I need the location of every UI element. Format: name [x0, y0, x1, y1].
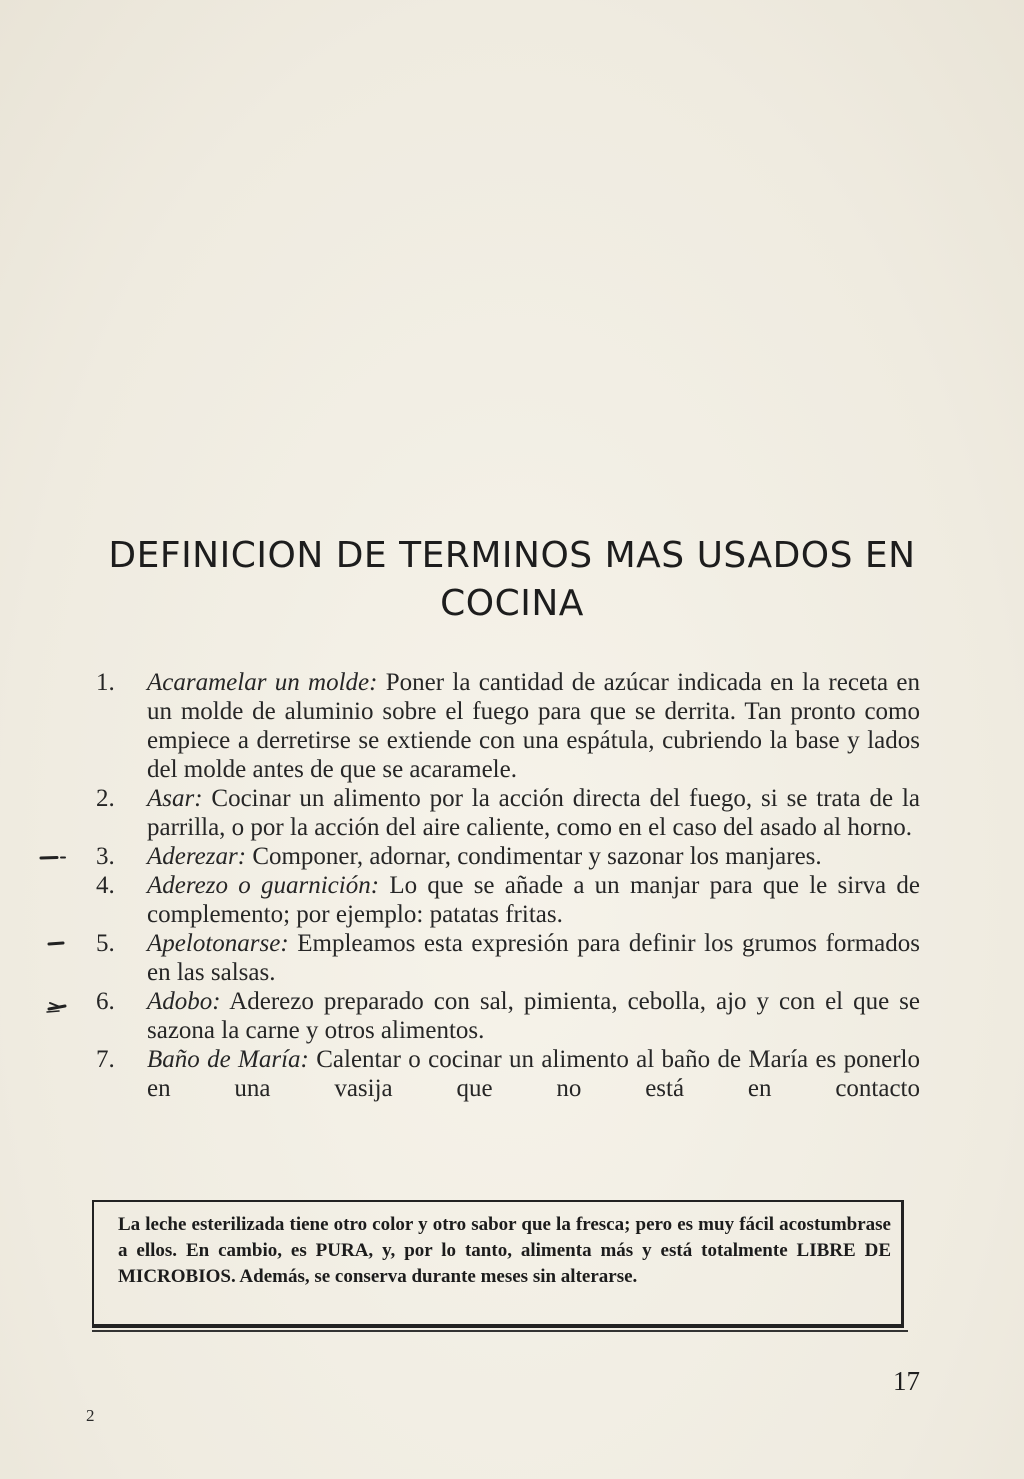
page-title [70, 532, 954, 628]
item-number: 7. [96, 1046, 115, 1073]
item-text: Empleamos esta expresión para definir los grumos formados en las salsas. [147, 930, 920, 986]
item-text: Calentar o cocinar un alimento al baño de María es ponerlo en una vasija que no está en contacto [147, 1046, 920, 1102]
pen-dash-mark-icon [35, 929, 75, 958]
item-number: 4. [96, 872, 115, 899]
item-term: Aderezar: [147, 843, 247, 870]
definition-item [90, 929, 920, 987]
definition-item [90, 668, 920, 784]
title-line-1: DEFINICION DE TERMINOS MAS USADOS EN [108, 535, 916, 576]
item-term: Apelotonarse: [147, 930, 289, 957]
note-underline-rule [92, 1330, 908, 1332]
item-text: Lo que se añade a un manjar para que le sirva de complemento; por ejemplo: patatas fritas. [147, 872, 920, 928]
item-term: Aderezo o guarnición: [147, 872, 380, 899]
pen-arrow-mark-icon [35, 987, 75, 1016]
definition-item [90, 784, 920, 842]
definition-item [90, 1045, 920, 1103]
page-number: 17 [893, 1366, 920, 1396]
item-number: 1. [96, 669, 115, 696]
definition-item [90, 871, 920, 929]
item-term: Asar: [147, 785, 203, 812]
item-text: Cocinar un alimento por la acción directa del fuego, si se trata de la parrilla, o por la acción del aire caliente, como en el caso del asado al horno. [147, 785, 920, 841]
signature-number: 2 [86, 1406, 95, 1425]
item-term: Baño de María: [147, 1046, 309, 1073]
item-text: Aderezo preparado con sal, pimienta, cebolla, ajo y con el que se sazona la carne y otros alimentos. [147, 988, 920, 1044]
title-line-2: COCINA [440, 583, 584, 624]
item-number: 6. [96, 988, 115, 1015]
milk-note-box [92, 1200, 904, 1328]
item-term: Acaramelar un molde: [147, 669, 378, 696]
definition-item [90, 842, 920, 871]
item-text: Poner la cantidad de azúcar indicada en la receta en un molde de aluminio sobre el fuego para que se derrita. Tan pronto como empiece a derretirse se extiende con una espátula, cubriendo la base y lados del molde antes de que se acaramele. [147, 669, 920, 783]
item-number: 2. [96, 785, 115, 812]
item-text: Componer, adornar, condimentar y sazonar los manjares. [246, 843, 822, 870]
note-text: La leche esterilizada tiene otro color y otro sabor que la fresca; pero es muy fácil acostumbrase a ellos. En cambio, es PURA, y, por lo tanto, alimenta más y está totalmente LIBRE DE MICROBIOS. Además, se conserva durante meses sin alterarse. [118, 1214, 891, 1287]
item-number: 3. [96, 843, 115, 870]
definition-item [90, 987, 920, 1045]
definitions-list [90, 668, 920, 1103]
item-term: Adobo: [147, 988, 221, 1015]
item-number: 5. [96, 930, 115, 957]
pen-dash-mark-icon [35, 842, 75, 871]
